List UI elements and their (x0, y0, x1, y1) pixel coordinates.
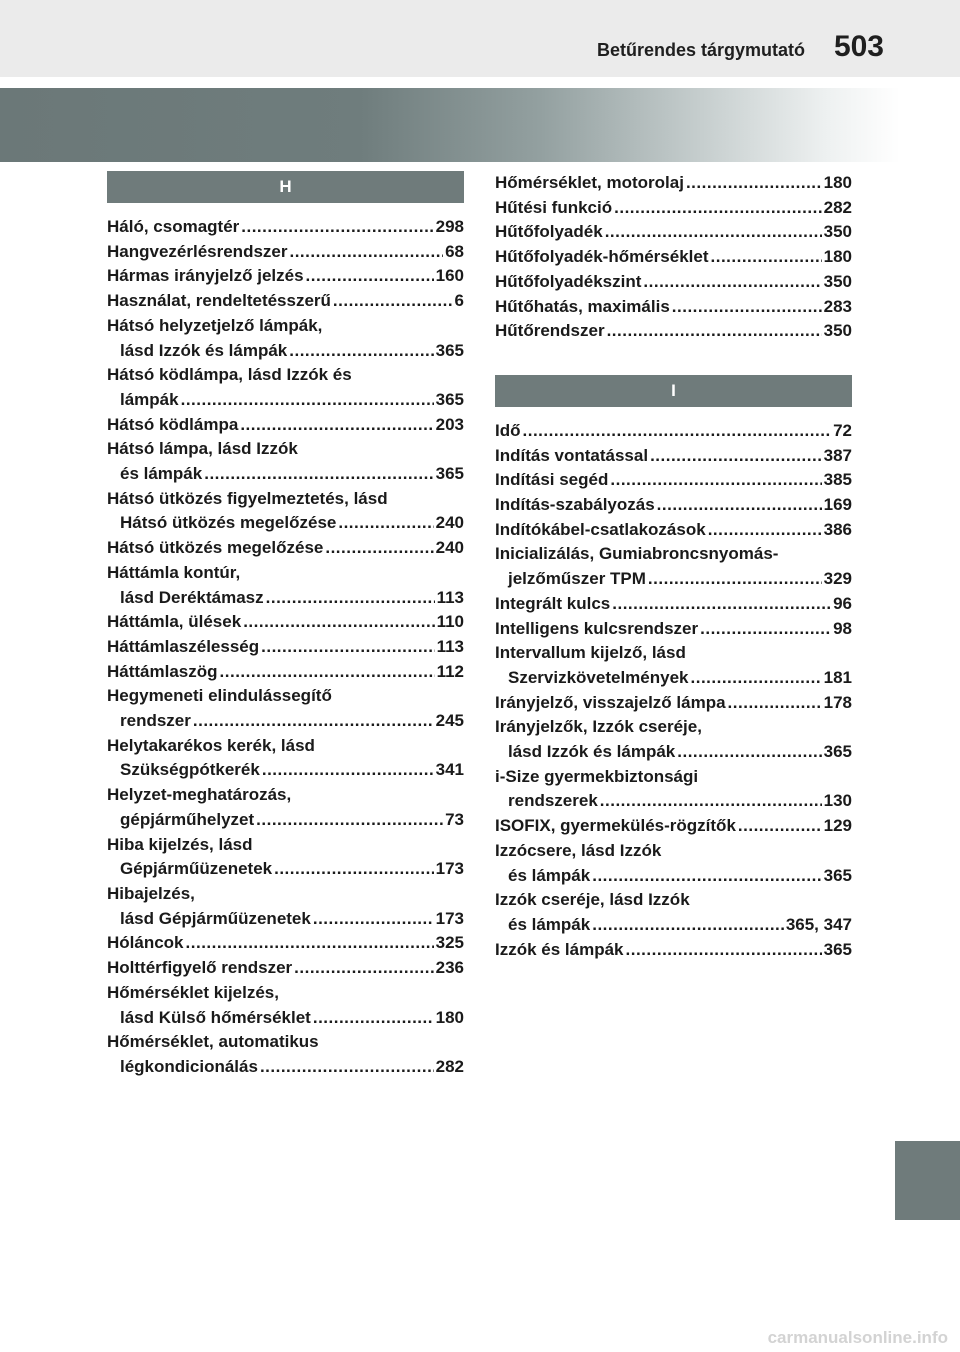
entry-page-ref: 6 (454, 291, 464, 311)
index-entry (107, 783, 464, 808)
entry-term: lásd Izzók és lámpák (120, 340, 288, 360)
entry-page-ref: 180 (823, 173, 852, 192)
section-title: Betűrendes tárgymutató (596, 40, 805, 60)
index-entry (495, 220, 852, 245)
entry-term: Izzók és lámpák (495, 939, 624, 959)
dot-leader (241, 215, 433, 240)
entry-term: lásd Gépjárműüzenetek (120, 908, 311, 928)
index-entry (495, 715, 852, 740)
entry-page-ref: 181 (823, 667, 852, 687)
dot-leader (333, 289, 453, 314)
index-entry (107, 487, 464, 512)
index-entry-continuation (495, 913, 852, 938)
entry-term: rendszer (120, 711, 191, 731)
entry-page-ref: 240 (435, 538, 464, 558)
entry-term: Irányjelzők, Izzók cseréje, (495, 717, 702, 737)
entry-term: Helytakarékos kerék, lásd (107, 735, 315, 755)
letter-heading-h: H (107, 171, 464, 203)
index-entry-continuation (107, 709, 464, 734)
dot-leader (204, 462, 433, 487)
index-entry (495, 468, 852, 493)
index-entry (495, 542, 852, 567)
dot-leader (738, 814, 822, 839)
entry-term: Hátsó ködlámpa, lásd Izzók és (107, 365, 352, 385)
entry-page-ref: 180 (435, 1007, 464, 1027)
entry-page-ref: 68 (445, 241, 464, 261)
dot-leader (728, 691, 822, 716)
dot-leader (677, 740, 821, 765)
entry-term: Hűtési funkció (495, 197, 613, 217)
index-entry (495, 319, 852, 344)
entry-term: és lámpák (508, 914, 591, 934)
entry-term: lámpák (120, 389, 179, 409)
index-entry (495, 765, 852, 790)
dot-leader (626, 938, 822, 963)
index-entry (107, 684, 464, 709)
entry-page-ref: 129 (823, 816, 852, 836)
entry-page-ref: 113 (436, 587, 464, 607)
entry-page-ref: 180 (823, 247, 852, 267)
index-entry (107, 264, 464, 289)
index-entry (495, 518, 852, 543)
dot-leader (523, 419, 832, 444)
index-entry (495, 295, 852, 320)
dot-leader (289, 240, 443, 265)
entry-page-ref: 365 (435, 464, 464, 484)
entry-term: Irányjelző, visszajelző lámpa (495, 692, 726, 712)
entry-term: Hibajelzés, (107, 883, 195, 903)
dot-leader (262, 758, 434, 783)
dot-leader (708, 518, 822, 543)
dot-leader (338, 511, 433, 536)
index-entry (495, 641, 852, 666)
index-entry (107, 240, 464, 265)
index-entry (107, 734, 464, 759)
entry-term: Izzócsere, lásd Izzók (495, 840, 662, 860)
index-entry (107, 833, 464, 858)
entry-page-ref: 160 (435, 266, 464, 286)
entry-term: Indítási segéd (495, 470, 609, 490)
index-entries-h (107, 215, 464, 1080)
index-entry (107, 561, 464, 586)
entry-term: Hátsó lámpa, lásd Izzók (107, 439, 298, 459)
dot-leader (240, 413, 433, 438)
entry-page-ref: 73 (445, 809, 464, 829)
entry-term: Indítókábel-csatlakozások (495, 519, 706, 539)
index-entry (495, 245, 852, 270)
entry-term: légkondicionálás (120, 1056, 258, 1076)
entry-term: Hűtőhatás, maximális (495, 296, 670, 316)
dot-leader (186, 931, 434, 956)
entry-term: Izzók cseréje, lásd Izzók (495, 890, 690, 910)
decorative-banner (0, 88, 900, 162)
index-entry (107, 610, 464, 635)
entry-term: jelzőműszer TPM (508, 569, 646, 589)
index-entry-continuation (495, 740, 852, 765)
index-entry (107, 882, 464, 907)
chapter-tab (895, 1141, 960, 1220)
index-entry (107, 437, 464, 462)
entry-term: és lámpák (120, 464, 203, 484)
index-entry-continuation (495, 567, 852, 592)
index-entry (107, 536, 464, 561)
dot-leader (711, 245, 822, 270)
dot-leader (607, 319, 822, 344)
entry-page-ref: 112 (436, 661, 464, 681)
entry-term: Hegymeneti elindulássegítő (107, 686, 332, 706)
index-entry (107, 660, 464, 685)
index-entry (107, 363, 464, 388)
entry-term: Hűtőfolyadék (495, 222, 603, 242)
dot-leader (266, 586, 435, 611)
entry-page-ref: 130 (823, 791, 852, 811)
index-entry (495, 888, 852, 913)
entry-page-ref: 329 (823, 569, 852, 589)
entry-term: Hátsó ütközés megelőzése (120, 513, 337, 533)
entry-page-ref: 245 (435, 711, 464, 731)
dot-leader (256, 808, 443, 833)
entry-term: Hóláncok (107, 933, 184, 953)
index-entry-continuation (107, 586, 464, 611)
entry-term: Hőmérséklet, motorolaj (495, 173, 684, 192)
entry-term: Hármas irányjelző jelzés (107, 266, 304, 286)
dot-leader (657, 493, 822, 518)
entry-term: Inicializálás, Gumiabroncsnyomás- (495, 544, 779, 564)
entry-term: Hangvezérlésrendszer (107, 241, 288, 261)
index-entry-continuation (107, 857, 464, 882)
entry-term: Indítás vontatással (495, 445, 649, 465)
dot-leader (691, 666, 822, 691)
dot-leader (313, 1006, 434, 1031)
index-entry (495, 691, 852, 716)
entry-page-ref: 169 (823, 495, 852, 515)
entry-term: Hátsó ütközés figyelmeztetés, lásd (107, 488, 388, 508)
dot-leader (325, 536, 433, 561)
entry-page-ref: 365 (823, 939, 852, 959)
entry-term: Háttámla, ülések (107, 612, 242, 632)
entry-term: Szervizkövetelmények (508, 667, 689, 687)
entry-page-ref: 365 (823, 742, 852, 762)
index-entry-continuation (107, 1055, 464, 1080)
dot-leader (700, 617, 831, 642)
dot-leader (274, 857, 434, 882)
entry-term: Helyzet-meghatározás, (107, 785, 292, 805)
index-entry (107, 956, 464, 981)
entry-page-ref: 365, 347 (785, 914, 852, 934)
entry-page-ref: 110 (436, 612, 464, 632)
entry-term: Indítás-szabályozás (495, 495, 655, 515)
entry-term: i-Size gyermekbiztonsági (495, 766, 699, 786)
dot-leader (592, 864, 821, 889)
entry-page-ref: 113 (436, 636, 464, 656)
index-entry-continuation (107, 808, 464, 833)
index-entry-continuation (107, 388, 464, 413)
dot-leader (614, 196, 822, 221)
entry-page-ref: 365 (823, 865, 852, 885)
dot-leader (650, 444, 822, 469)
entry-page-ref: 173 (435, 908, 464, 928)
dot-leader (243, 610, 434, 635)
entry-term: Hőmérséklet kijelzés, (107, 982, 279, 1002)
entry-term: és lámpák (508, 865, 591, 885)
index-entry (107, 314, 464, 339)
dot-leader (289, 339, 433, 364)
letter-heading-i: I (495, 375, 852, 407)
index-entries-i (495, 419, 852, 962)
entry-page-ref: 350 (823, 321, 852, 341)
index-entry (107, 1030, 464, 1055)
entry-term: Holttérfigyelő rendszer (107, 958, 293, 978)
dot-leader (220, 660, 435, 685)
entry-term: Használat, rendeltetésszerű (107, 291, 331, 311)
entry-term: Hátsó ködlámpa (107, 414, 239, 434)
entry-page-ref: 173 (435, 859, 464, 879)
entry-page-ref: 385 (823, 470, 852, 490)
index-entry (107, 413, 464, 438)
entry-term: Hiba kijelzés, lásd (107, 834, 253, 854)
entry-page-ref: 350 (823, 222, 852, 242)
dot-leader (605, 220, 822, 245)
index-entry-continuation (107, 511, 464, 536)
entry-page-ref: 240 (435, 513, 464, 533)
index-entry (107, 931, 464, 956)
index-entry-continuation (107, 907, 464, 932)
index-entry-continuation (107, 462, 464, 487)
index-entry (495, 419, 852, 444)
dot-leader (610, 468, 821, 493)
index-entry (107, 981, 464, 1006)
dot-leader (686, 171, 822, 196)
index-column-right (495, 171, 852, 962)
dot-leader (672, 295, 822, 320)
entry-page-ref: 341 (435, 760, 464, 780)
dot-leader (648, 567, 822, 592)
entry-term: Hátsó helyzetjelző lámpák, (107, 315, 323, 335)
dot-leader (643, 270, 821, 295)
entry-page-ref: 325 (435, 933, 464, 953)
entry-term: lásd Izzók és lámpák (508, 742, 676, 762)
entry-term: Háttámlaszög (107, 661, 218, 681)
dot-leader (261, 635, 434, 660)
entry-page-ref: 387 (823, 445, 852, 465)
index-entry-continuation (107, 339, 464, 364)
index-column-left (107, 171, 464, 1080)
index-entry-continuation (107, 1006, 464, 1031)
index-entry (495, 270, 852, 295)
entry-term: Idő (495, 420, 521, 440)
index-entry (495, 938, 852, 963)
dot-leader (181, 388, 434, 413)
entry-page-ref: 98 (833, 618, 852, 638)
index-entry-continuation (495, 864, 852, 889)
entry-page-ref: 283 (823, 296, 852, 316)
dot-leader (193, 709, 434, 734)
index-entry-continuation (495, 789, 852, 814)
dot-leader (306, 264, 434, 289)
entry-term: Háttámla kontúr, (107, 562, 241, 582)
entry-page-ref: 96 (833, 593, 852, 613)
entry-term: gépjárműhelyzet (120, 809, 255, 829)
index-entries-h-continued (495, 171, 852, 344)
dot-leader (260, 1055, 434, 1080)
index-entry (495, 196, 852, 221)
entry-term: ISOFIX, gyermekülés-rögzítők (495, 816, 736, 836)
watermark: carmanualsonline.info (767, 1328, 948, 1347)
page-header (0, 0, 960, 77)
index-entry (107, 289, 464, 314)
index-entry (495, 839, 852, 864)
index-entry (495, 171, 852, 196)
entry-page-ref: 282 (435, 1056, 464, 1076)
entry-term: rendszerek (508, 791, 598, 811)
dot-leader (592, 913, 784, 938)
index-entry-continuation (107, 758, 464, 783)
index-entry (495, 444, 852, 469)
entry-term: lásd Deréktámasz (120, 587, 264, 607)
entry-page-ref: 178 (823, 692, 852, 712)
entry-page-ref: 203 (435, 414, 464, 434)
index-entry (495, 617, 852, 642)
dot-leader (612, 592, 831, 617)
dot-leader (294, 956, 433, 981)
index-entry (107, 215, 464, 240)
index-entry (495, 814, 852, 839)
entry-page-ref: 282 (823, 197, 852, 217)
entry-page-ref: 236 (435, 958, 464, 978)
entry-term: Intervallum kijelző, lásd (495, 643, 686, 663)
entry-term: Intelligens kulcsrendszer (495, 618, 699, 638)
entry-page-ref: 386 (823, 519, 852, 539)
entry-term: Hűtőrendszer (495, 321, 605, 341)
entry-page-ref: 72 (833, 420, 852, 440)
entry-term: Szükségpótkerék (120, 760, 260, 780)
index-entry (495, 592, 852, 617)
entry-term: Hőmérséklet, automatikus (107, 1032, 319, 1052)
index-entry (495, 493, 852, 518)
entry-term: Gépjárműüzenetek (120, 859, 273, 879)
entry-term: lásd Külső hőmérséklet (120, 1007, 311, 1027)
dot-leader (313, 907, 434, 932)
entry-term: Háttámlaszélesség (107, 636, 260, 656)
page-number: 503 (833, 30, 884, 63)
entry-term: Hűtőfolyadék-hőmérséklet (495, 247, 709, 267)
index-entry (107, 635, 464, 660)
entry-term: Háló, csomagtér (107, 217, 240, 236)
entry-term: Integrált kulcs (495, 593, 611, 613)
entry-page-ref: 365 (435, 389, 464, 409)
entry-page-ref: 365 (435, 340, 464, 360)
entry-term: Hűtőfolyadékszint (495, 271, 642, 291)
entry-page-ref: 350 (823, 271, 852, 291)
index-entry-continuation (495, 666, 852, 691)
dot-leader (600, 789, 822, 814)
entry-page-ref: 298 (435, 217, 464, 236)
entry-term: Hátsó ütközés megelőzése (107, 538, 324, 558)
